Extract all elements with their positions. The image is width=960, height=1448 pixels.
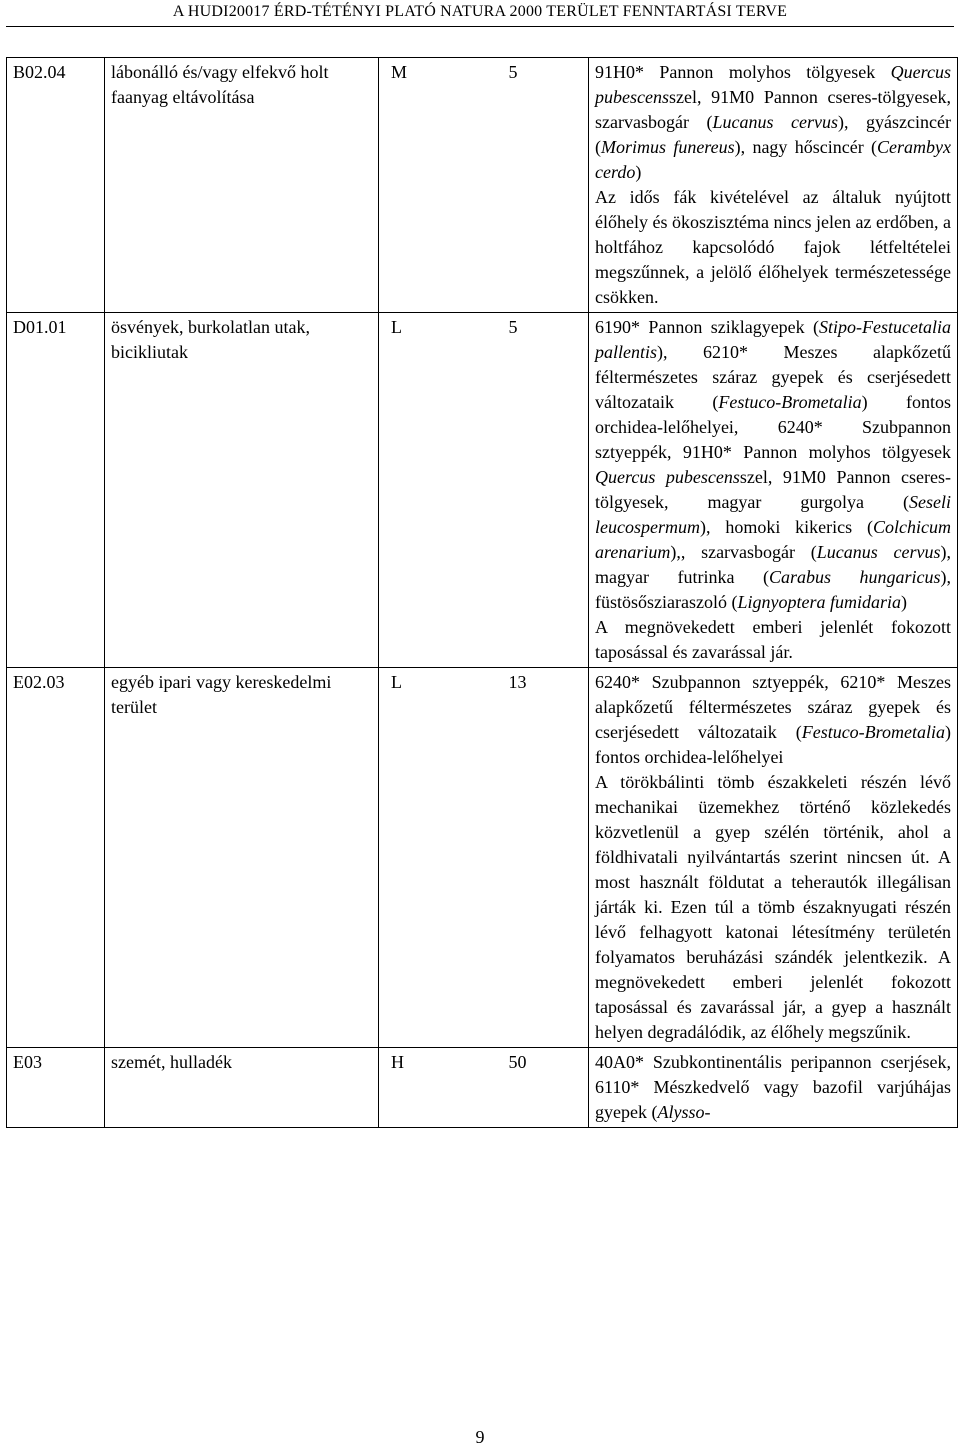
- table-row: [7, 313, 958, 668]
- table-row: [7, 1048, 958, 1128]
- species-name: Stipo-Festucetalia pallentis: [595, 317, 951, 362]
- impact-text: ) fontos orchidea-lelőhelyei: [595, 722, 951, 767]
- species-name: Seseli leucospermum: [595, 492, 951, 537]
- impact-text: 6190* Pannon sziklagyepek (: [595, 317, 820, 337]
- threat-impact: [589, 668, 958, 1048]
- threat-category: L: [379, 668, 503, 1048]
- impact-text: ), nagy hőscincér (: [734, 137, 878, 157]
- threat-code: E03: [7, 1048, 105, 1128]
- threat-code: D01.01: [7, 313, 105, 668]
- affected-features: [595, 60, 951, 185]
- species-name: Lucanus cervus: [712, 112, 839, 132]
- impact-text: ) fontos orchidea-lelőhelyei, 6240* Szubpannon sztyeppék, 91H0* Pannon molyhos tölgyesek: [595, 392, 951, 462]
- impact-text: ), gyászcincér (: [595, 112, 952, 157]
- threat-percent: 5: [503, 313, 589, 668]
- threat-activity: lábonálló és/vagy elfekvő holt faanyag eltávolítása: [105, 58, 379, 313]
- threat-percent: 13: [503, 668, 589, 1048]
- species-name: Lucanus cervus: [816, 542, 941, 562]
- threat-activity: ösvények, burkolatlan utak, bicikliutak: [105, 313, 379, 668]
- affected-features: [595, 1050, 951, 1125]
- impact-text: ), füstösősziaraszoló (: [595, 567, 951, 612]
- threats-table: [6, 57, 958, 1128]
- species-name: Lignyoptera fumidaria: [737, 592, 901, 612]
- species-name: Colchicum arenarium: [595, 517, 951, 562]
- threat-percent: 5: [503, 58, 589, 313]
- impact-text: szel, 91M0 Pannon cseres-tölgyesek, magyar gurgolya (: [595, 467, 951, 512]
- species-name: Festuco-Brometalia: [801, 722, 945, 742]
- impact-text: 6240* Szubpannon sztyeppék, 6210* Meszes alapkőzetű féltermészetes száraz gyepek és cserjésedett változataik (: [595, 672, 951, 742]
- species-name: Morimus funereus: [601, 137, 735, 157]
- affected-features: [595, 315, 951, 615]
- running-header: A HUDI20017 ÉRD-TÉTÉNYI PLATÓ NATURA 2000 TERÜLET FENNTARTÁSI TERVE: [172, 3, 788, 20]
- threat-activity: szemét, hulladék: [105, 1048, 379, 1128]
- impact-text: ),, szarvasbogár (: [670, 542, 817, 562]
- impact-note: A törökbálinti tömb északkeleti részén lévő mechanikai üzemekhez történő közlekedés közvetlenül a gyep szélén történik, ahol a földhivatali nyilvántartás szerint nincsen út. A most használt földutat a teherautók illegálisan járták ki. Ezen túl a tömb északnyugati részén lévő felhagyott katonai létesítmény területén folyamatos beruházási szándék jelentkezik. A megnövekedett emberi jelenlét fokozott taposással és zavarással jár, a gyep a használt helyen degradálódik, az élőhely megszűnik.: [595, 772, 951, 1042]
- impact-text: 91H0* Pannon molyhos tölgyesek: [595, 62, 891, 82]
- impact-text: szel, 91M0 Pannon cseres-tölgyesek, szarvasbogár (: [595, 87, 951, 132]
- species-name: Quercus pubescens: [595, 62, 951, 107]
- species-name: Festuco-Brometalia: [718, 392, 862, 412]
- impact-text: ): [900, 592, 907, 612]
- threat-impact: [589, 58, 958, 313]
- header-rule: [6, 26, 954, 27]
- threat-impact: [589, 313, 958, 668]
- threat-category: M: [379, 58, 503, 313]
- threat-percent: 50: [503, 1048, 589, 1128]
- threat-activity: egyéb ipari vagy kereskedelmi terület: [105, 668, 379, 1048]
- impact-text: ), homoki kikerics (: [699, 517, 873, 537]
- impact-note: A megnövekedett emberi jelenlét fokozott taposással és zavarással jár.: [595, 617, 951, 662]
- table-row: [7, 58, 958, 313]
- species-name: Carabus hungaricus: [768, 567, 941, 587]
- threat-category: L: [379, 313, 503, 668]
- threat-code: B02.04: [7, 58, 105, 313]
- species-name: Cerambyx cerdo: [595, 137, 951, 182]
- threat-impact: [589, 1048, 958, 1128]
- species-name: Quercus pubescens: [595, 467, 740, 487]
- threat-code: E02.03: [7, 668, 105, 1048]
- impact-note: Az idős fák kivételével az általuk nyújtott élőhely és ökoszisztéma nincs jelen az erdőben, a holtfához kapcsolódó fajok létfeltételei megszűnnek, a jelölő élőhelyek természetessége csökken.: [595, 187, 951, 307]
- threat-category: H: [379, 1048, 503, 1128]
- impact-text: ), 6210* Meszes alapkőzetű féltermészetes száraz gyepek és cserjésedett változataik (: [595, 342, 951, 412]
- page-number: 9: [475, 1427, 485, 1447]
- species-name: Alysso-: [657, 1102, 711, 1122]
- impact-text: 40A0* Szubkontinentális peripannon cserjések, 6110* Mészkedvelő vagy bazofil varjúhájas gyepek (: [595, 1052, 951, 1122]
- table-row: [7, 668, 958, 1048]
- affected-features: [595, 670, 951, 770]
- impact-text: ), magyar futrinka (: [595, 542, 952, 587]
- impact-text: ): [635, 162, 642, 182]
